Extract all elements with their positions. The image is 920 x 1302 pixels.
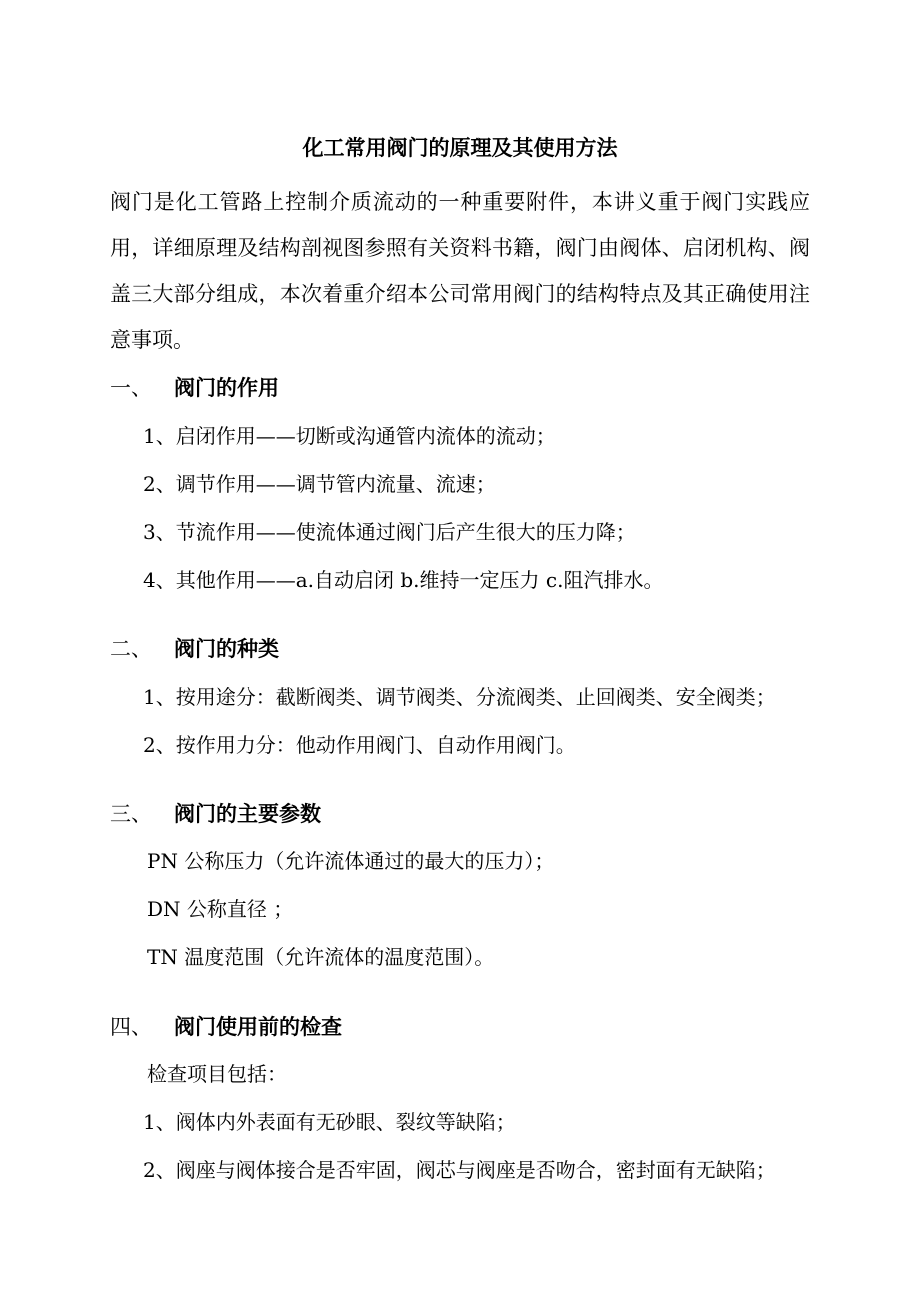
section-title: 阀门的种类: [174, 636, 279, 661]
list-item: 4、其他作用——a.自动启闭 b.维持一定压力 c.阻汽排水。: [143, 568, 664, 592]
section-title: 阀门的作用: [174, 375, 279, 400]
parameter-item: DN 公称直径 ；: [147, 897, 294, 921]
parameter-item: PN 公称压力（允许流体通过的最大的压力）；: [147, 849, 555, 873]
section-number: 四、: [110, 1015, 152, 1039]
list-item: 2、调节作用——调节管内流量、流速；: [143, 472, 496, 496]
intro-paragraph: 阀门是化工管路上控制介质流动的一种重要附件，本讲义重于阀门实践应用，详细原理及结构剖视图参照有关资料书籍，阀门由阀体、启闭机构、阀盖三大部分组成，本次着重介绍本公司常用阀门的结构特点及其正确使用注意事项。: [110, 190, 810, 352]
section-title: 阀门使用前的检查: [174, 1014, 342, 1039]
list-item: 3、节流作用——使流体通过阀门后产生很大的压力降；: [143, 520, 636, 544]
checklist-lead: 检查项目包括：: [147, 1062, 287, 1086]
parameter-item: TN 温度范围（允许流体的温度范围）。: [147, 945, 495, 969]
section-number: 二、: [110, 637, 152, 661]
section-heading-2: [110, 634, 279, 664]
list-item: 2、阀座与阀体接合是否牢固，阀芯与阀座是否吻合，密封面有无缺陷；: [143, 1158, 776, 1182]
list-item: 2、按作用力分：他动作用阀门、自动作用阀门。: [143, 733, 576, 757]
section-heading-4: [110, 1012, 342, 1042]
section-heading-1: [110, 373, 279, 403]
list-item: 1、阀体内外表面有无砂眼、裂纹等缺陷；: [143, 1110, 516, 1134]
list-item: 1、按用途分：截断阀类、调节阀类、分流阀类、止回阀类、安全阀类；: [143, 685, 776, 709]
list-item: 1、启闭作用——切断或沟通管内流体的流动；: [143, 424, 556, 448]
section-heading-3: [110, 799, 321, 829]
section-number: 三、: [110, 802, 152, 826]
document-title: 化工常用阀门的原理及其使用方法: [302, 135, 618, 160]
section-title: 阀门的主要参数: [174, 801, 321, 826]
section-number: 一、: [110, 376, 152, 400]
